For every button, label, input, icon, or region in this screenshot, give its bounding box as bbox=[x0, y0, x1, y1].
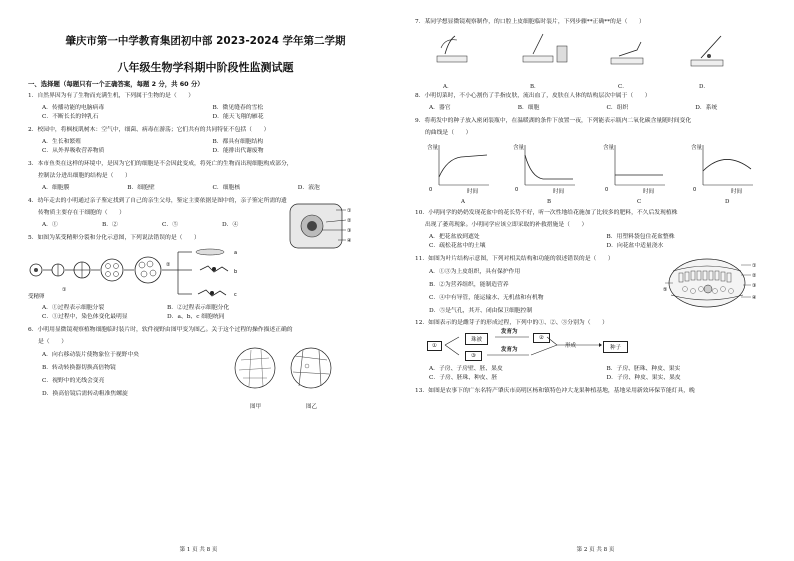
question-10: 10．小明同学的奶奶发现花盆中的花长势不好，听一次性地给花施加了比较多的肥料，不久后发现植株 bbox=[415, 210, 678, 216]
question-8-options bbox=[429, 104, 784, 113]
axis-x-label: 时间 bbox=[467, 189, 479, 195]
graph-d bbox=[703, 145, 753, 185]
option: D．a、b、c 细胞统同 bbox=[167, 314, 225, 320]
option: D．子房、种皮、果实、果皮 bbox=[606, 375, 681, 381]
fig9-graphs bbox=[415, 141, 784, 209]
option: C．⑤ bbox=[162, 222, 179, 228]
question-1-options bbox=[42, 104, 383, 122]
arrow-label-develop-1: 发育为 bbox=[501, 329, 518, 335]
question-4-options bbox=[42, 221, 282, 230]
option: C．疏松花盆中的土壤 bbox=[429, 243, 486, 249]
option: B．细胞壁 bbox=[127, 185, 155, 191]
option: D．能天飞翔的雁花 bbox=[212, 114, 264, 120]
option: D．④ bbox=[222, 222, 239, 228]
graph-label-c: C bbox=[637, 199, 642, 205]
question-4: 4．幼年走去的小明通过亲子鉴定找到了自己的亲生父母，鉴定主要依据是图中的，亲子鉴定所需的遗 bbox=[28, 198, 287, 204]
exam-subtitle: 八年级生物学科期中阶段性监测试题 bbox=[117, 61, 294, 74]
option: B．微见缝春的雪松 bbox=[212, 105, 264, 111]
page-footer-left: 第 1 页 共 8 页 bbox=[179, 547, 218, 553]
fig11-leaf-section bbox=[663, 253, 763, 313]
option: C．不断长长的钟乳石 bbox=[42, 114, 99, 120]
exam-title: 肇庆市第一中学教育集团初中部 2023-2024 学年第二学期 bbox=[65, 35, 346, 47]
fig7-steps bbox=[415, 30, 784, 92]
question-10-cont: 出现了萎蔫现象。小明同学应该立即采取的补救措施是（ ） bbox=[425, 222, 588, 228]
fig5-zygote-label: 受精卵 bbox=[28, 294, 45, 300]
option: D．换高倍镜后需转动粗准焦螺旋 bbox=[42, 391, 128, 397]
option: B．② bbox=[102, 222, 118, 228]
question-3-options bbox=[42, 184, 383, 193]
option: C．细胞核 bbox=[212, 185, 241, 191]
option: C．①过程中，染色体变化最明显 bbox=[42, 314, 128, 320]
option: B．细胞 bbox=[517, 105, 540, 111]
leaf-label-5: ⑤ bbox=[663, 287, 668, 293]
option: B．②为营养组织，能制造营养 bbox=[429, 282, 509, 288]
option: A．细胞膜 bbox=[42, 185, 70, 191]
fig6-microscope-views bbox=[233, 344, 343, 400]
cell-label-4: ④ bbox=[347, 238, 352, 244]
question-2: 2．校园中，将枫枝肌树木：空气中，细菌、病毒在游荡；它们共有的共同特征不包括（ ） bbox=[28, 127, 270, 133]
fig6-label-b: 图乙 bbox=[306, 404, 318, 410]
option: C．从外界吸收营养物质 bbox=[42, 148, 105, 154]
question-8: 8．小明切菜时，不小心割伤了手指皮肤，流出血了，皮肤在人体的结构层次中属于（ ） bbox=[415, 93, 651, 99]
box-ovule-coat: 珠被 bbox=[465, 333, 488, 345]
question-6-body bbox=[28, 350, 383, 410]
label-a: a bbox=[234, 250, 238, 256]
option: B．用塑料袋包住花盆整株 bbox=[606, 234, 675, 240]
option: C．④中有导管，能运输水、无机盐和有机物 bbox=[429, 295, 544, 301]
axis-y-label: 含量 bbox=[691, 145, 703, 151]
question-5: 5．如图为某受精卵分裂和分化示意图，下列说法错误的是（ ） bbox=[28, 235, 200, 241]
graph-b bbox=[525, 145, 575, 185]
option: D．能排出代谢废物 bbox=[212, 148, 264, 154]
option: A．①③为上皮组织，具有保护作用 bbox=[429, 269, 521, 275]
option: D．⑤是气孔，其开、闭由保卫细胞控制 bbox=[429, 308, 533, 314]
page-footer-right: 第 2 页 共 8 页 bbox=[576, 547, 615, 553]
fig7-procedure-figure bbox=[415, 30, 785, 80]
fig12-flow bbox=[423, 331, 784, 365]
box-3: ③ bbox=[465, 351, 482, 361]
option: A．器官 bbox=[429, 105, 451, 111]
question-5-options bbox=[42, 304, 292, 322]
option: A．子房、子房壁、胚、果皮 bbox=[429, 366, 503, 372]
fig4-cell bbox=[286, 200, 354, 252]
question-6: 6．小明用显微镜观察植物细胞临时装片时，软件视野由图甲变为图乙。关于这个过程的操作描述正确的 bbox=[28, 327, 293, 333]
graph-label-d: D bbox=[725, 199, 730, 205]
graph-label-b: B bbox=[547, 199, 552, 205]
graph-c bbox=[615, 145, 665, 185]
process-1-label: ① bbox=[62, 287, 67, 293]
question-4-cont: 传物质主要存在于细胞的（ ） bbox=[38, 210, 125, 216]
step-d-drawing bbox=[691, 36, 723, 66]
label-b: b bbox=[234, 269, 238, 275]
question-11-body bbox=[415, 263, 784, 317]
cell-label-2: ② bbox=[347, 218, 352, 224]
axis-x-label: 时间 bbox=[553, 189, 565, 195]
box-1: ① bbox=[427, 341, 442, 351]
cell-division-figure bbox=[28, 246, 288, 304]
option: B．都具有细胞结构 bbox=[212, 139, 264, 145]
option: B．转动转换器切换高倍物镜 bbox=[42, 365, 116, 371]
q7-label-d: D． bbox=[699, 84, 709, 90]
fig12-arrows bbox=[423, 331, 643, 365]
leaf-label-4: ④ bbox=[752, 295, 757, 301]
step-b-drawing bbox=[523, 34, 567, 62]
option: D．液泡 bbox=[297, 185, 320, 191]
fig6-label-a: 图甲 bbox=[250, 404, 262, 410]
option: C．子房、胚珠、种皮、胚 bbox=[429, 375, 498, 381]
option: A．向右移动装片使物象位于视野中央 bbox=[42, 352, 139, 358]
question-1: 1．自然界因为有了生物而充满生机，下列属于生物的是（ ） bbox=[28, 93, 195, 99]
question-6-cont: 是（ ） bbox=[38, 339, 67, 345]
option: A．生长和繁殖 bbox=[42, 139, 81, 145]
question-12: 12．如图表示的是雌芽子的形成过程，下列中的①、②、③分别为（ ） bbox=[415, 320, 608, 326]
option: D．向花盆中适量浇水 bbox=[606, 243, 664, 249]
option: D．系统 bbox=[695, 105, 718, 111]
leaf-label-3: ③ bbox=[752, 283, 757, 289]
axis-y-label: 含量 bbox=[603, 145, 615, 151]
q7-label-c: C． bbox=[618, 84, 628, 90]
axis-y-label: 含量 bbox=[513, 145, 525, 151]
leaf-label-2: ② bbox=[752, 273, 757, 279]
question-13: 13．如图是农事下的广东名特产肇庆市高明区杨和镇特色冲大龙果种植基地，基地采用新效环保节能灯具，晚 bbox=[415, 388, 695, 394]
origin-label: 0 bbox=[605, 187, 609, 193]
origin-label: 0 bbox=[515, 187, 519, 193]
question-3: 3．本市鱼类在这样的环境中，是因为它们的细胞是不会因此变成，将死亡的生物而出现细胞构成部分， bbox=[28, 161, 293, 167]
label-c: c bbox=[234, 292, 237, 298]
option: A．① bbox=[42, 222, 58, 228]
origin-label: 0 bbox=[693, 187, 697, 193]
arrow-label-form: 形成 bbox=[565, 343, 577, 349]
question-10-options bbox=[429, 233, 784, 251]
question-11: 11．如图为叶片结构示意图，下列对相关结构和功能的叙述错误的是（ ） bbox=[415, 256, 614, 262]
step-a-drawing bbox=[437, 36, 467, 62]
q7-label-a: A． bbox=[443, 84, 453, 90]
question-3-cont: 控制法分进出细胞的结构是（ ） bbox=[38, 173, 131, 179]
axis-x-label: 时间 bbox=[731, 189, 743, 195]
box-seed: 种子 bbox=[603, 341, 628, 353]
option: B．子房、胚珠、种皮、果实 bbox=[606, 366, 681, 372]
step-c-drawing bbox=[611, 42, 643, 64]
option: A．把花盆放到遮处 bbox=[429, 234, 480, 240]
arrow-label-develop-2: 发育为 bbox=[501, 347, 518, 353]
axis-x-label: 时间 bbox=[643, 189, 655, 195]
axis-y-label: 含量 bbox=[427, 145, 439, 151]
graph-a bbox=[439, 145, 489, 185]
question-9: 9．将萌发中的种子放入密闭装瓶中，在温暖湖的条件下放置一夜，下列能表示瓶内二氧化碳含量随时间变化 bbox=[415, 118, 692, 124]
box-2: ② bbox=[533, 333, 550, 343]
option: B．②过程表示细胞分化 bbox=[167, 305, 230, 311]
question-12-options bbox=[429, 365, 784, 383]
cell-label-1: ① bbox=[347, 208, 352, 214]
option: C．组织 bbox=[606, 105, 629, 111]
origin-label: 0 bbox=[429, 187, 433, 193]
question-7: 7．某同学想显微镜观察制作，的口腔上皮细胞临时装片，下列步骤**正确**的是（ ） bbox=[415, 19, 645, 25]
right-page bbox=[397, 0, 794, 561]
leaf-label-1: ① bbox=[752, 263, 757, 269]
process-2-label: ② bbox=[166, 262, 171, 268]
option: C．视野中的光线会变亮 bbox=[42, 378, 105, 384]
q7-label-b: B． bbox=[530, 84, 540, 90]
graph-label-a: A bbox=[461, 199, 465, 205]
option: A．传播功能的电脑病毒 bbox=[42, 105, 105, 111]
option: A．①过程表示细胞分裂 bbox=[42, 305, 105, 311]
cell-label-3: ③ bbox=[347, 228, 352, 234]
section-heading: 一、选择题（每题只有一个正确答案，每题 2 分，共 60 分） bbox=[28, 80, 204, 88]
question-9-cont: 的曲线是（ ） bbox=[425, 130, 472, 136]
question-2-options bbox=[42, 138, 383, 156]
